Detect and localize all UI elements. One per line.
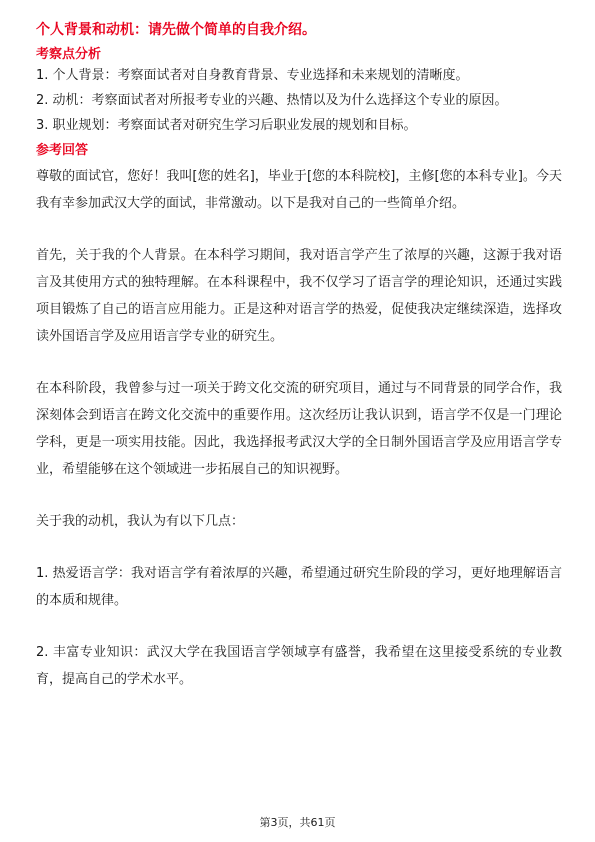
interview-question: 个人背景和动机：请先做个简单的自我介绍。 <box>36 22 316 38</box>
answer-paragraph-motivation-1: 1. 热爱语言学：我对语言学有着浓厚的兴趣，希望通过研究生阶段的学习，更好地理解语言的本质和规律。 <box>36 566 562 608</box>
analysis-heading: 考察点分析 <box>36 47 102 62</box>
answer-paragraph-greeting: 尊敬的面试官，您好！我叫[您的姓名]，毕业于[您的本科院校]，主修[您的本科专业]。今天我有幸参加武汉大学的面试，非常激动。以下是我对自己的一些简单介绍。 <box>36 169 562 211</box>
answer-paragraph-motivation-2: 2. 丰富专业知识：武汉大学在我国语言学领域享有盛誉，我希望在这里接受系统的专业教育，提高自己的学术水平。 <box>36 645 562 687</box>
answer-paragraph-project: 在本科阶段，我曾参与过一项关于跨文化交流的研究项目，通过与不同背景的同学合作，我深刻体会到语言在跨文化交流中的重要作用。这次经历让我认识到，语言学不仅是一门理论学科，更是一项实用技能。因此，我选择报考武汉大学的全日制外国语言学及应用语言学专业，希望能够在这个领域进一步拓展自己的知识视野。 <box>36 381 562 477</box>
analysis-item-background: 1. 个人背景：考察面试者对自身教育背景、专业选择和未来规划的清晰度。 <box>36 68 469 83</box>
analysis-item-career: 3. 职业规划：考察面试者对研究生学习后职业发展的规划和目标。 <box>36 118 417 133</box>
answer-paragraph-background: 首先，关于我的个人背景。在本科学习期间，我对语言学产生了浓厚的兴趣，这源于我对语言及其使用方式的独特理解。在本科课程中，我不仅学习了语言学的理论知识，还通过实践项目锻炼了自己的语言应用能力。正是这种对语言学的热爱，促使我决定继续深造，选择攻读外国语言学及应用语言学专业的研究生。 <box>36 248 562 344</box>
analysis-item-motivation: 2. 动机：考察面试者对所报考专业的兴趣、热情以及为什么选择这个专业的原因。 <box>36 93 508 108</box>
answer-paragraph-motivation-intro: 关于我的动机，我认为有以下几点： <box>36 514 245 529</box>
page-content <box>36 20 562 718</box>
analysis-list <box>36 67 562 135</box>
answer-heading: 参考回答 <box>36 143 89 158</box>
page-number-footer: 第3页，共61页 <box>259 816 336 829</box>
